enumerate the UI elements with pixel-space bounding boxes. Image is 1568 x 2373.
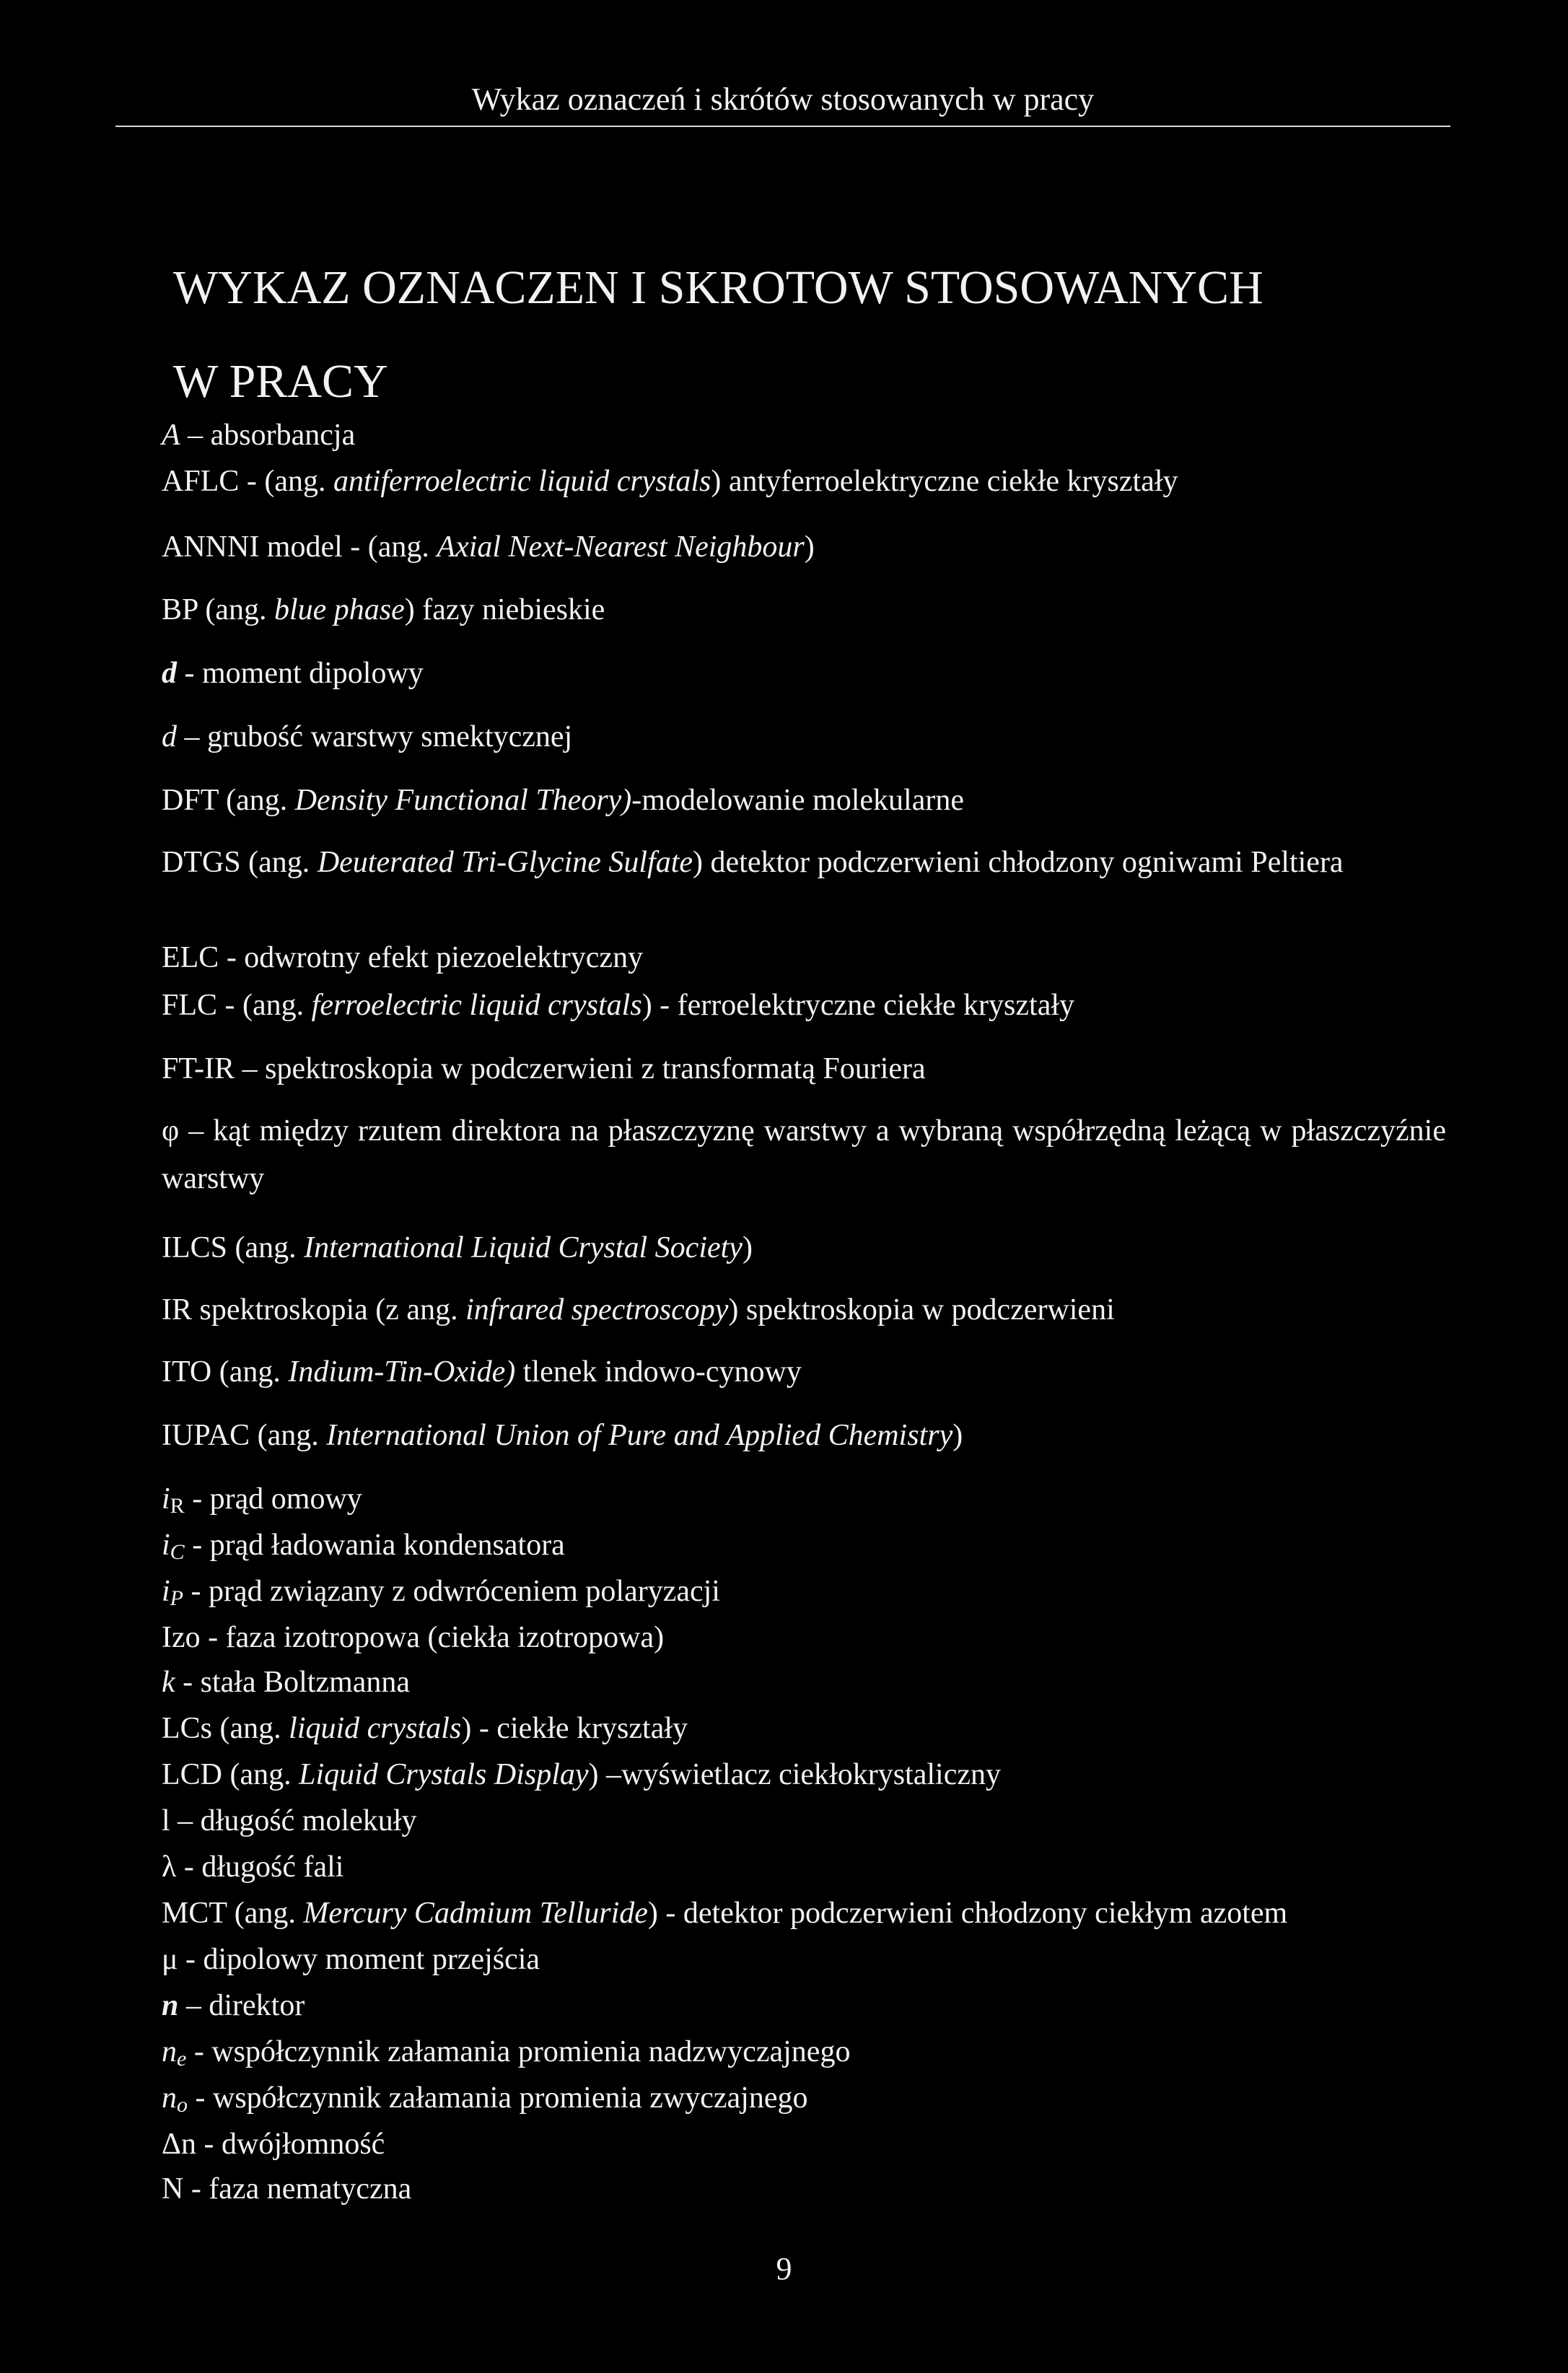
page-title-line-2: W PRACY	[173, 355, 388, 408]
page-number: 9	[776, 2251, 792, 2286]
entry-izo: Izo - faza izotropowa (ciekła izotropowa)	[162, 1621, 665, 1654]
entry-aflc: AFLC - (ang. antiferroelectric liquid crystals) antyferroelektryczne ciekłe kryształy	[162, 465, 1178, 498]
entry-phi: φ – kąt między rzutem direktora na płaszczyznę warstwy a wybraną współrzędną leżącą w płaszczyźnie warstwy	[162, 1114, 1446, 1195]
entry-a: A – absorbancja	[162, 419, 356, 452]
entry-ip-current: iP - prąd związany z odwróceniem polaryzacji	[162, 1575, 720, 1610]
entry-d-dipole: d - moment dipolowy	[162, 657, 424, 690]
entry-elc: ELC - odwrotny efekt piezoelektryczny	[162, 941, 644, 974]
entry-dtgs: DTGS (ang. Deuterated Tri-Glycine Sulfate) detektor podczerwieni chłodzony ogniwami Peltiera	[162, 846, 1344, 879]
entry-mct: MCT (ang. Mercury Cadmium Telluride) - detektor podczerwieni chłodzony ciekłym azotem	[162, 1897, 1288, 1930]
entry-ir: IR spektroskopia (z ang. infrared spectroscopy) spektroskopia w podczerwieni	[162, 1293, 1115, 1327]
entry-no: no - współczynnik załamania promienia zwyczajnego	[162, 2081, 808, 2117]
entry-ne: ne - współczynnik załamania promienia nadzwyczajnego	[162, 2035, 851, 2071]
entry-n-director: n – direktor	[162, 1989, 305, 2022]
entry-ir-current: $i_R$ - prąd omowy	[162, 1482, 362, 1518]
entry-annni: ANNNI model - (ang. Axial Next-Nearest Neighbour)	[162, 530, 815, 564]
entry-n-nematic: N - faza nematyczna	[162, 2172, 412, 2206]
entry-ftir: FT-IR – spektroskopia w podczerwieni z transformatą Fouriera	[162, 1052, 926, 1085]
entry-lcs: LCs (ang. liquid crystals) - ciekłe kryształy	[162, 1712, 688, 1745]
entry-bp: BP (ang. blue phase) fazy niebieskie	[162, 593, 605, 626]
entry-d-thickness: d – grubość warstwy smektycznej	[162, 720, 573, 753]
entry-mu: μ - dipolowy moment przejścia	[162, 1943, 540, 1976]
entry-dft: DFT (ang. Density Functional Theory)-modelowanie molekularne	[162, 784, 964, 817]
entry-ic-current: iC - prąd ładowania kondensatora	[162, 1529, 565, 1564]
entry-ilcs: ILCS (ang. International Liquid Crystal Society)	[162, 1231, 753, 1264]
entry-k: k - stała Boltzmanna	[162, 1666, 411, 1699]
entry-iupac: IUPAC (ang. International Union of Pure and Applied Chemistry)	[162, 1419, 963, 1452]
entry-l: l – długość molekuły	[162, 1804, 417, 1837]
entry-flc: FLC - (ang. ferroelectric liquid crystals) - ferroelektryczne ciekłe kryształy	[162, 989, 1075, 1022]
entry-delta-n: Δn - dwójłomność	[162, 2128, 385, 2161]
entry-lambda: λ - długość fali	[162, 1850, 344, 1884]
page-title-line-1: WYKAZ OZNACZEN I SKROTOW STOSOWANYCH	[173, 261, 1263, 314]
entry-ito: ITO (ang. Indium-Tin-Oxide) tlenek indowo-cynowy	[162, 1355, 802, 1389]
entry-lcd: LCD (ang. Liquid Crystals Display) –wyświetlacz ciekłokrystaliczny	[162, 1758, 1001, 1791]
running-header: Wykaz oznaczeń i skrótów stosowanych w pracy	[471, 82, 1095, 117]
